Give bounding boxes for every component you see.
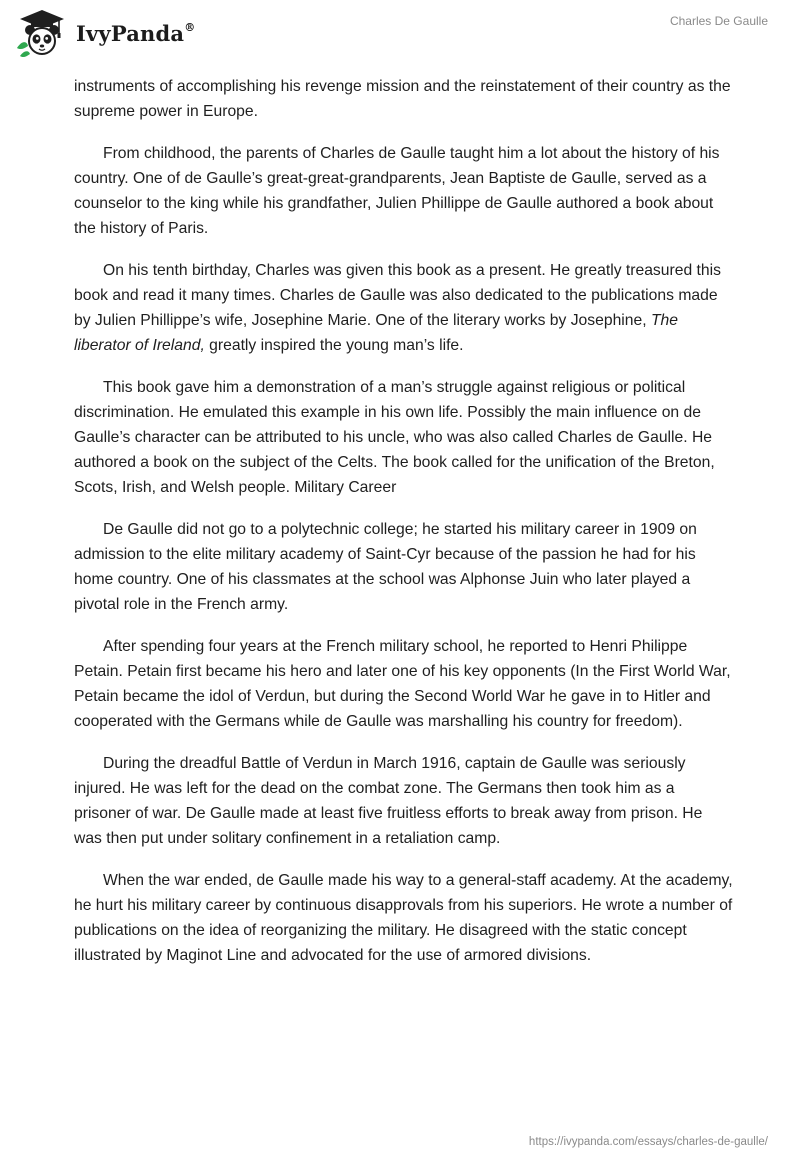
ivypanda-logo[interactable] <box>14 8 195 58</box>
essay-paragraph <box>74 258 734 358</box>
page-header <box>0 0 800 62</box>
essay-body <box>74 74 734 985</box>
paragraph-text: greatly inspired the young man’s life. <box>204 337 464 354</box>
essay-paragraph: instruments of accomplishing his revenge mission and the reinstatement of their country as the supreme power in Europe. <box>74 78 731 120</box>
essay-paragraph: This book gave him a demonstration of a man’s struggle against religious or political discrimination. He emulated this example in his own life. Possibly the main influence on de Gaulle’s character can be attributed to his uncle, who was also called Charles de Gaulle. He authored a book on the subject of the Celts. The book called for the unification of the Breton, Scots, Irish, and Welsh people. Military Career <box>74 379 715 496</box>
paragraph-text: On his tenth birthday, Charles was given this book as a present. He greatly treasured this book and read it many times. Charles de Gaulle was also dedicated to the publications made by Julien Phillippe’s wife, Josephine Marie. One of the literary works by Josephine, <box>74 262 721 329</box>
essay-paragraph: During the dreadful Battle of Verdun in March 1916, captain de Gaulle was seriously injured. He was left for the dead on the combat zone. The Germans then took him as a prisoner of war. De Gaulle made at least five fruitless efforts to break away from prison. He was then put under solitary confinement in a retaliation camp. <box>74 755 703 847</box>
panda-graduate-icon <box>14 8 70 58</box>
book-title: The liberator of Ireland, <box>74 312 678 354</box>
essay-paragraph: De Gaulle did not go to a polytechnic college; he started his military career in 1909 on admission to the elite military academy of Saint-Cyr because of the passion he had for his home country. One of his classmates at the school was Alphonse Juin who later played a pivotal role in the French army. <box>74 521 697 613</box>
essay-paragraph: From childhood, the parents of Charles de Gaulle taught him a lot about the history of his country. One of de Gaulle’s great-great-grandparents, Jean Baptiste de Gaulle, served as a counselor to the king while his grandfather, Julien Phillippe de Gaulle authored a book about the history of Paris. <box>74 145 720 237</box>
source-url[interactable]: https://ivypanda.com/essays/charles-de-gaulle/ <box>528 1136 768 1148</box>
brand-name: IvyPanda® <box>76 20 196 46</box>
document-title: Charles De Gaulle <box>669 14 768 28</box>
essay-paragraph: When the war ended, de Gaulle made his way to a general-staff academy. At the academy, he hurt his military career by continuous disapprovals from his superiors. He wrote a number of publications on the idea of reorganizing the military. He disagreed with the static concept illustrated by Maginot Line and advocated for the use of armored divisions. <box>74 872 733 964</box>
essay-paragraph: After spending four years at the French military school, he reported to Henri Philippe Petain. Petain first became his hero and later one of his key opponents (In the First World War, Petain became the idol of Verdun, but during the Second World War he gave in to Hitler and cooperated with the Germans while de Gaulle was marshalling his country for freedom). <box>74 638 731 730</box>
